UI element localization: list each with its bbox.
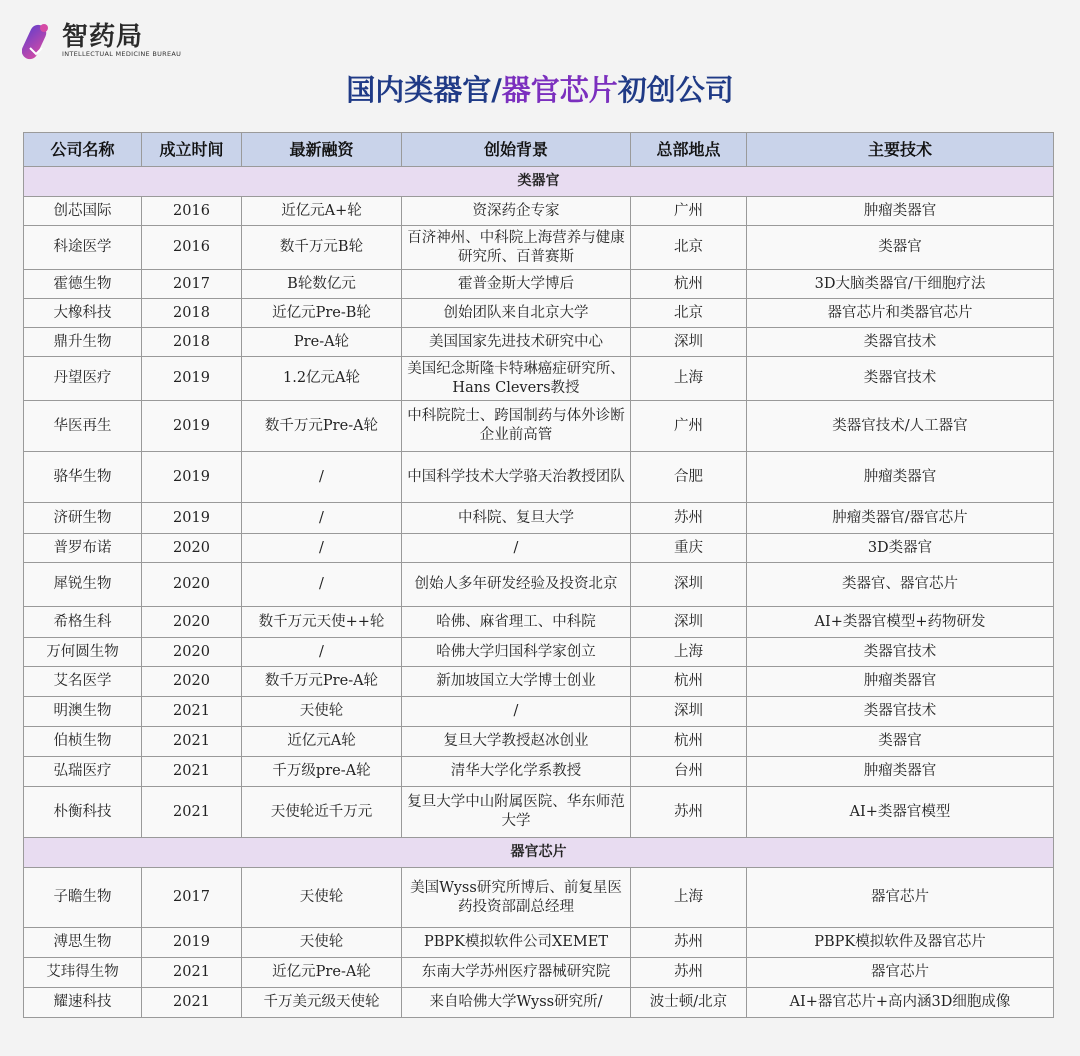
- table-cell: 近亿元A轮: [242, 727, 402, 757]
- table-cell: 深圳: [631, 563, 747, 607]
- table-cell: 广州: [631, 401, 747, 452]
- table-cell: 天使轮近千万元: [242, 787, 402, 838]
- table-cell: 创始团队来自北京大学: [402, 299, 631, 328]
- column-header: 总部地点: [631, 133, 747, 167]
- table-cell: 近亿元A+轮: [242, 197, 402, 226]
- table-row: [24, 197, 1054, 226]
- table-cell: 肿瘤类器官: [747, 667, 1054, 697]
- table-cell: 中科院院士、跨国制药与体外诊断企业前高管: [402, 401, 631, 452]
- table-row: [24, 270, 1054, 299]
- table-cell: AI+类器官模型: [747, 787, 1054, 838]
- table-cell: 2019: [142, 357, 242, 401]
- table-cell: /: [242, 503, 402, 534]
- table-cell: 来自哈佛大学Wyss研究所/: [402, 988, 631, 1018]
- table-cell: 杭州: [631, 727, 747, 757]
- table-row: [24, 357, 1054, 401]
- table-cell: 2020: [142, 667, 242, 697]
- table-cell: 科途医学: [24, 226, 142, 270]
- table-cell: 苏州: [631, 787, 747, 838]
- table-cell: 骆华生物: [24, 452, 142, 503]
- table-cell: 2021: [142, 988, 242, 1018]
- table-cell: 数千万元Pre-A轮: [242, 667, 402, 697]
- table-header-row: [24, 133, 1054, 167]
- table-cell: 溥思生物: [24, 928, 142, 958]
- table-cell: 犀锐生物: [24, 563, 142, 607]
- table-cell: 深圳: [631, 328, 747, 357]
- table-cell: 2020: [142, 563, 242, 607]
- table-row: [24, 988, 1054, 1018]
- section-row: [24, 167, 1054, 197]
- table-cell: 哈佛大学归国科学家创立: [402, 638, 631, 667]
- table-cell: 波士顿/北京: [631, 988, 747, 1018]
- table-row: [24, 787, 1054, 838]
- table-cell: 美国国家先进技术研究中心: [402, 328, 631, 357]
- table-cell: B轮数亿元: [242, 270, 402, 299]
- column-header: 主要技术: [747, 133, 1054, 167]
- table-cell: 2021: [142, 958, 242, 988]
- table-cell: 器官芯片和类器官芯片: [747, 299, 1054, 328]
- table-cell: 台州: [631, 757, 747, 787]
- table-row: [24, 697, 1054, 727]
- table-cell: 希格生科: [24, 607, 142, 638]
- table-cell: 2021: [142, 727, 242, 757]
- table-cell: 苏州: [631, 503, 747, 534]
- table-cell: Pre-A轮: [242, 328, 402, 357]
- table-cell: 肿瘤类器官: [747, 757, 1054, 787]
- table-cell: 2018: [142, 299, 242, 328]
- table-cell: /: [242, 638, 402, 667]
- table-row: [24, 607, 1054, 638]
- logo-subtitle: INTELLECTUAL MEDICINE BUREAU: [62, 50, 182, 58]
- table-cell: 肿瘤类器官/器官芯片: [747, 503, 1054, 534]
- table-row: [24, 226, 1054, 270]
- table-cell: 1.2亿元A轮: [242, 357, 402, 401]
- table-row: [24, 757, 1054, 787]
- table-cell: 2016: [142, 197, 242, 226]
- table-cell: 2016: [142, 226, 242, 270]
- table-cell: 霍德生物: [24, 270, 142, 299]
- table-cell: 2017: [142, 270, 242, 299]
- table-cell: 霍普金斯大学博后: [402, 270, 631, 299]
- brand-logo: [22, 16, 202, 72]
- table-cell: 上海: [631, 357, 747, 401]
- table-cell: 伯桢生物: [24, 727, 142, 757]
- table-cell: 类器官技术: [747, 357, 1054, 401]
- table-row: [24, 868, 1054, 928]
- table-cell: 近亿元Pre-A轮: [242, 958, 402, 988]
- table-row: [24, 503, 1054, 534]
- table-cell: 美国纪念斯隆卡特琳癌症研究所、Hans Clevers教授: [402, 357, 631, 401]
- table-cell: 深圳: [631, 697, 747, 727]
- table-cell: 华医再生: [24, 401, 142, 452]
- table-cell: 资深药企专家: [402, 197, 631, 226]
- table-cell: 2019: [142, 503, 242, 534]
- table-cell: 2020: [142, 607, 242, 638]
- table-row: [24, 928, 1054, 958]
- table-cell: 类器官: [747, 727, 1054, 757]
- table-cell: 天使轮: [242, 868, 402, 928]
- table-row: [24, 401, 1054, 452]
- table-cell: 近亿元Pre-B轮: [242, 299, 402, 328]
- table-cell: 数千万元Pre-A轮: [242, 401, 402, 452]
- title-part1: 国内类器官/: [346, 73, 502, 107]
- table-cell: 天使轮: [242, 697, 402, 727]
- table-cell: 类器官技术/人工器官: [747, 401, 1054, 452]
- table-cell: 鼎升生物: [24, 328, 142, 357]
- table-cell: 复旦大学教授赵冰创业: [402, 727, 631, 757]
- table-cell: /: [242, 563, 402, 607]
- table-cell: 2019: [142, 452, 242, 503]
- table-cell: 中科院、复旦大学: [402, 503, 631, 534]
- logo-name: 智药局: [62, 22, 144, 52]
- table-cell: 深圳: [631, 607, 747, 638]
- table-cell: 明澳生物: [24, 697, 142, 727]
- table-cell: 北京: [631, 226, 747, 270]
- column-header: 成立时间: [142, 133, 242, 167]
- table-cell: /: [242, 534, 402, 563]
- table-cell: 类器官技术: [747, 328, 1054, 357]
- table-cell: 创始人多年研发经验及投资北京: [402, 563, 631, 607]
- table-cell: 普罗布诺: [24, 534, 142, 563]
- table-cell: AI+类器官模型+药物研发: [747, 607, 1054, 638]
- table-cell: 类器官技术: [747, 638, 1054, 667]
- table-cell: 3D大脑类器官/干细胞疗法: [747, 270, 1054, 299]
- table-cell: 重庆: [631, 534, 747, 563]
- table-cell: /: [242, 452, 402, 503]
- table-cell: 苏州: [631, 928, 747, 958]
- table-cell: 肿瘤类器官: [747, 452, 1054, 503]
- table-cell: 天使轮: [242, 928, 402, 958]
- table-cell: 杭州: [631, 667, 747, 697]
- table-cell: 弘瑞医疗: [24, 757, 142, 787]
- table-cell: 类器官技术: [747, 697, 1054, 727]
- table-cell: PBPK模拟软件公司XEMET: [402, 928, 631, 958]
- table-row: [24, 452, 1054, 503]
- table-cell: 合肥: [631, 452, 747, 503]
- table-row: [24, 328, 1054, 357]
- table-cell: /: [402, 697, 631, 727]
- table-cell: 2019: [142, 928, 242, 958]
- title-part3: 初创公司: [617, 73, 734, 107]
- table-cell: 2018: [142, 328, 242, 357]
- table-cell: 类器官、器官芯片: [747, 563, 1054, 607]
- section-label: 器官芯片: [24, 838, 1054, 868]
- table-row: [24, 727, 1054, 757]
- table-cell: 济研生物: [24, 503, 142, 534]
- table-cell: 千万级pre-A轮: [242, 757, 402, 787]
- table-cell: 2021: [142, 787, 242, 838]
- title-part2: 器官芯片: [501, 73, 618, 107]
- table-cell: 器官芯片: [747, 868, 1054, 928]
- column-header: 最新融资: [242, 133, 402, 167]
- table-cell: 千万美元级天使轮: [242, 988, 402, 1018]
- table-cell: 东南大学苏州医疗器械研究院: [402, 958, 631, 988]
- table-cell: 哈佛、麻省理工、中科院: [402, 607, 631, 638]
- table-body: [24, 167, 1054, 1018]
- table-cell: 美国Wyss研究所博后、前复星医药投资部副总经理: [402, 868, 631, 928]
- table-cell: 器官芯片: [747, 958, 1054, 988]
- table-cell: 2021: [142, 697, 242, 727]
- column-header: 创始背景: [402, 133, 631, 167]
- table-cell: 2020: [142, 534, 242, 563]
- table-cell: 朴衡科技: [24, 787, 142, 838]
- table-cell: 杭州: [631, 270, 747, 299]
- table-cell: 肿瘤类器官: [747, 197, 1054, 226]
- table-cell: 艾玮得生物: [24, 958, 142, 988]
- table-cell: 子瞻生物: [24, 868, 142, 928]
- table-row: [24, 667, 1054, 697]
- table-row: [24, 534, 1054, 563]
- section-row: [24, 838, 1054, 868]
- table-cell: 丹望医疗: [24, 357, 142, 401]
- page-title: [0, 66, 1080, 116]
- table-cell: 2020: [142, 638, 242, 667]
- table-row: [24, 638, 1054, 667]
- table-row: [24, 958, 1054, 988]
- table-cell: /: [402, 534, 631, 563]
- startup-table: [23, 132, 1054, 1018]
- table-cell: 中国科学技术大学骆天治教授团队: [402, 452, 631, 503]
- table-cell: 2017: [142, 868, 242, 928]
- table-cell: 数千万元天使++轮: [242, 607, 402, 638]
- table-cell: 新加坡国立大学博士创业: [402, 667, 631, 697]
- table-cell: 广州: [631, 197, 747, 226]
- logo-icon: [22, 18, 58, 66]
- table-cell: 数千万元B轮: [242, 226, 402, 270]
- table-cell: 艾名医学: [24, 667, 142, 697]
- table-row: [24, 563, 1054, 607]
- table-cell: 创芯国际: [24, 197, 142, 226]
- table-cell: PBPK模拟软件及器官芯片: [747, 928, 1054, 958]
- table-cell: 上海: [631, 868, 747, 928]
- table-cell: AI+器官芯片+高内涵3D细胞成像: [747, 988, 1054, 1018]
- table-cell: 2019: [142, 401, 242, 452]
- table-row: [24, 299, 1054, 328]
- table-cell: 万何圆生物: [24, 638, 142, 667]
- table-cell: 2021: [142, 757, 242, 787]
- table-cell: 3D类器官: [747, 534, 1054, 563]
- table-cell: 百济神州、中科院上海营养与健康研究所、百普赛斯: [402, 226, 631, 270]
- table-cell: 耀速科技: [24, 988, 142, 1018]
- column-header: 公司名称: [24, 133, 142, 167]
- table-cell: 清华大学化学系教授: [402, 757, 631, 787]
- section-label: 类器官: [24, 167, 1054, 197]
- table-cell: 上海: [631, 638, 747, 667]
- table-cell: 苏州: [631, 958, 747, 988]
- table-cell: 北京: [631, 299, 747, 328]
- table-cell: 大橡科技: [24, 299, 142, 328]
- table-cell: 复旦大学中山附属医院、华东师范大学: [402, 787, 631, 838]
- table-cell: 类器官: [747, 226, 1054, 270]
